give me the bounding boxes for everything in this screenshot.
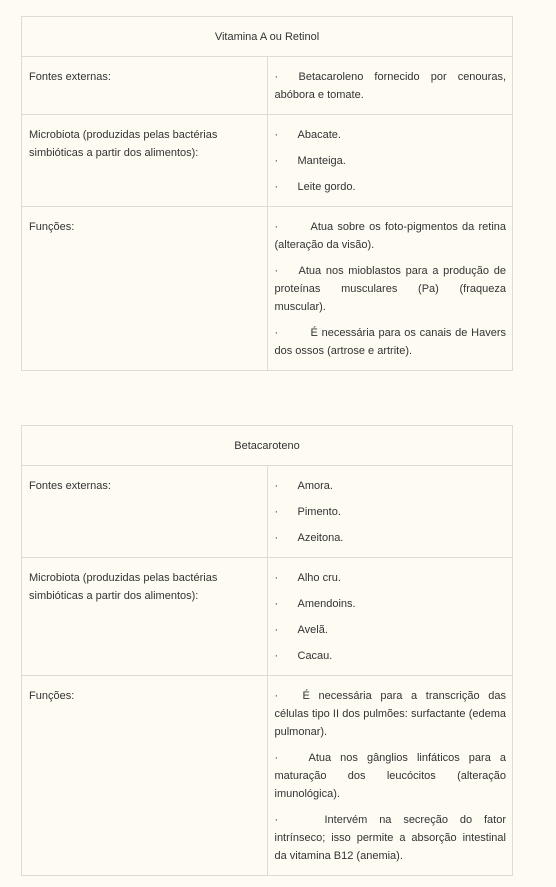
microbiota-cell (267, 558, 513, 676)
betacarotene-table (21, 425, 513, 876)
row-label-functions: Funções: (22, 207, 268, 371)
list-item: · Azeitona. (274, 532, 344, 544)
external-sources-cell (267, 57, 513, 115)
row-label-microbiota: Microbiota (produzidas pelas bactérias simbióticas a partir dos alimentos): (22, 115, 268, 207)
list-item: · Leite gordo. (274, 181, 356, 193)
list-item: · Amora. (274, 480, 333, 492)
list-item: · Pimento. (274, 506, 341, 518)
row-label-external-sources: Fontes externas: (22, 466, 268, 558)
microbiota-cell (267, 115, 513, 207)
betacarotene-table-title: Betacaroteno (22, 426, 513, 466)
functions-cell (267, 207, 513, 371)
functions-cell (267, 676, 513, 876)
list-item: · Amendoins. (274, 598, 356, 610)
list-item: · Atua nos gânglios linfáticos para a maturação dos leucócitos (alteração imunológica). (274, 752, 506, 800)
list-item: · É necessária para a transcrição das células tipo II dos pulmões: surfactante (edema pulmonar). (274, 690, 506, 738)
row-label-functions: Funções: (22, 676, 268, 876)
list-item: · Abacate. (274, 129, 341, 141)
list-item: · Manteiga. (274, 155, 346, 167)
list-item: · É necessária para os canais de Havers dos ossos (artrose e artrite). (274, 327, 506, 357)
list-item: · Atua nos mioblastos para a produção de proteínas musculares (Pa) (fraqueza muscular). (274, 265, 506, 313)
list-item: · Betacaroleno fornecido por cenouras, abóbora e tomate. (274, 71, 506, 101)
row-label-external-sources: Fontes externas: (22, 57, 268, 115)
row-label-microbiota: Microbiota (produzidas pelas bactérias simbióticas a partir dos alimentos): (22, 558, 268, 676)
vitamin-a-table-title: Vitamina A ou Retinol (22, 17, 513, 57)
list-item: · Alho cru. (274, 572, 341, 584)
list-item: · Avelã. (274, 624, 328, 636)
external-sources-cell (267, 466, 513, 558)
list-item: · Cacau. (274, 650, 333, 662)
vitamin-a-table (21, 16, 513, 371)
list-item: · Atua sobre os foto-pigmentos da retina (alteração da visão). (274, 221, 506, 251)
list-item: · Intervém na secreção do fator intrínseco; isso permite a absorção intestinal da vitamina B12 (anemia). (274, 814, 506, 862)
